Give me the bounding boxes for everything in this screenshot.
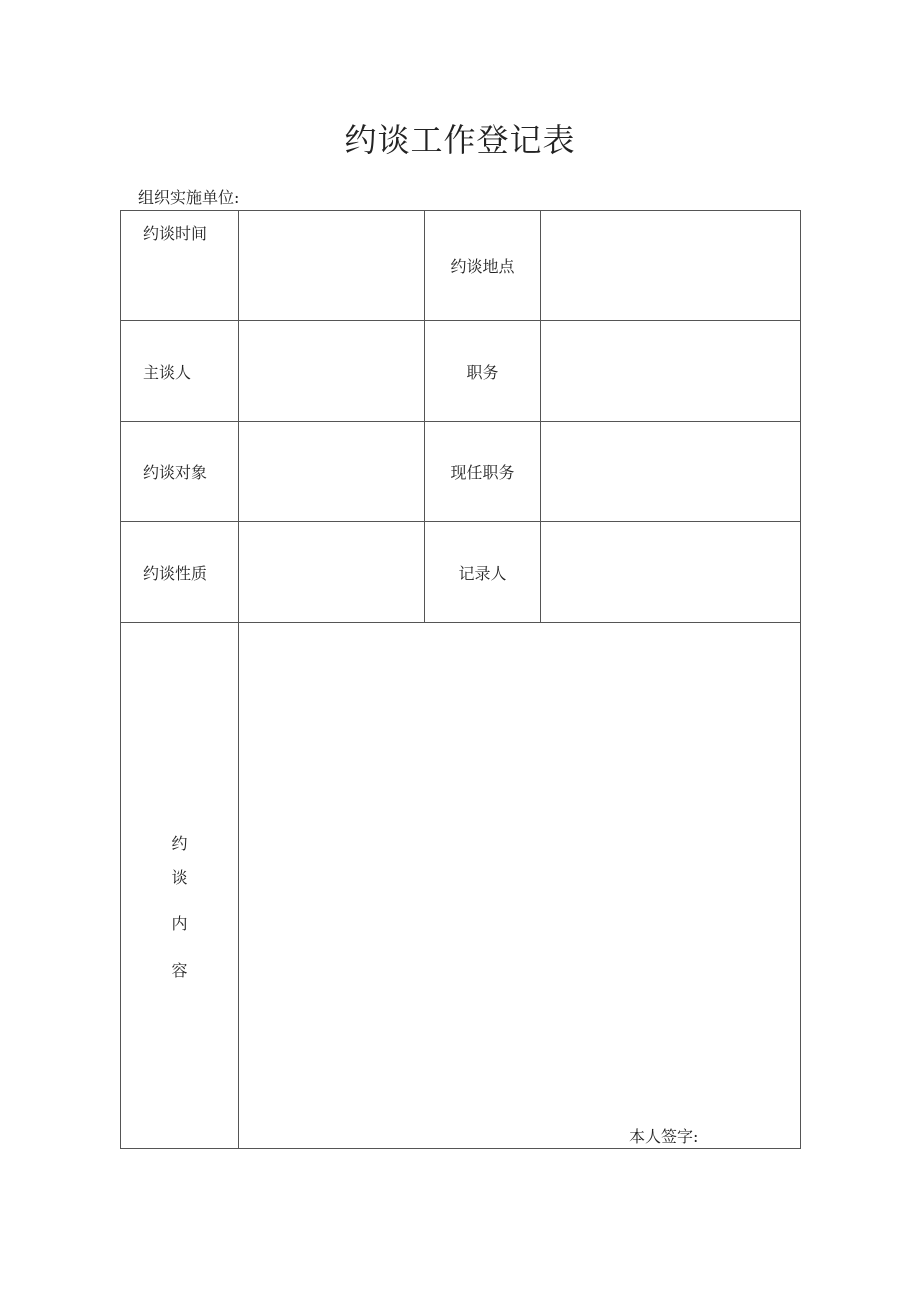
interview-time-field[interactable] [239,211,425,321]
signature-label: 本人签字: [629,1127,699,1146]
interview-nature-label: 约谈性质 [121,522,239,623]
current-position-field[interactable] [541,422,801,522]
table-row [121,623,801,1149]
interviewee-field[interactable] [239,422,425,522]
recorder-label: 记录人 [425,522,541,623]
lead-interviewer-label: 主谈人 [121,321,239,422]
org-unit-label: 组织实施单位: [138,188,240,207]
interview-nature-field[interactable] [239,522,425,623]
interview-time-label: 约谈时间 [121,211,239,321]
content-label-char: 约 [171,834,188,853]
content-label-char: 内 [171,914,188,933]
table-row [121,321,801,422]
registration-form-table [120,210,801,1149]
table-row [121,422,801,522]
lead-interviewer-field[interactable] [239,321,425,422]
interview-location-label: 约谈地点 [425,211,541,321]
position-field[interactable] [541,321,801,422]
interview-location-field[interactable] [541,211,801,321]
content-label-char: 容 [171,961,188,980]
table-row [121,211,801,321]
position-label: 职务 [425,321,541,422]
interviewee-label: 约谈对象 [121,422,239,522]
content-label-char: 谈 [171,868,188,887]
interview-content-label [121,623,239,1149]
page-title: 约谈工作登记表 [344,121,576,159]
table-row [121,522,801,623]
recorder-field[interactable] [541,522,801,623]
current-position-label: 现任职务 [425,422,541,522]
interview-content-field[interactable] [239,623,801,1149]
